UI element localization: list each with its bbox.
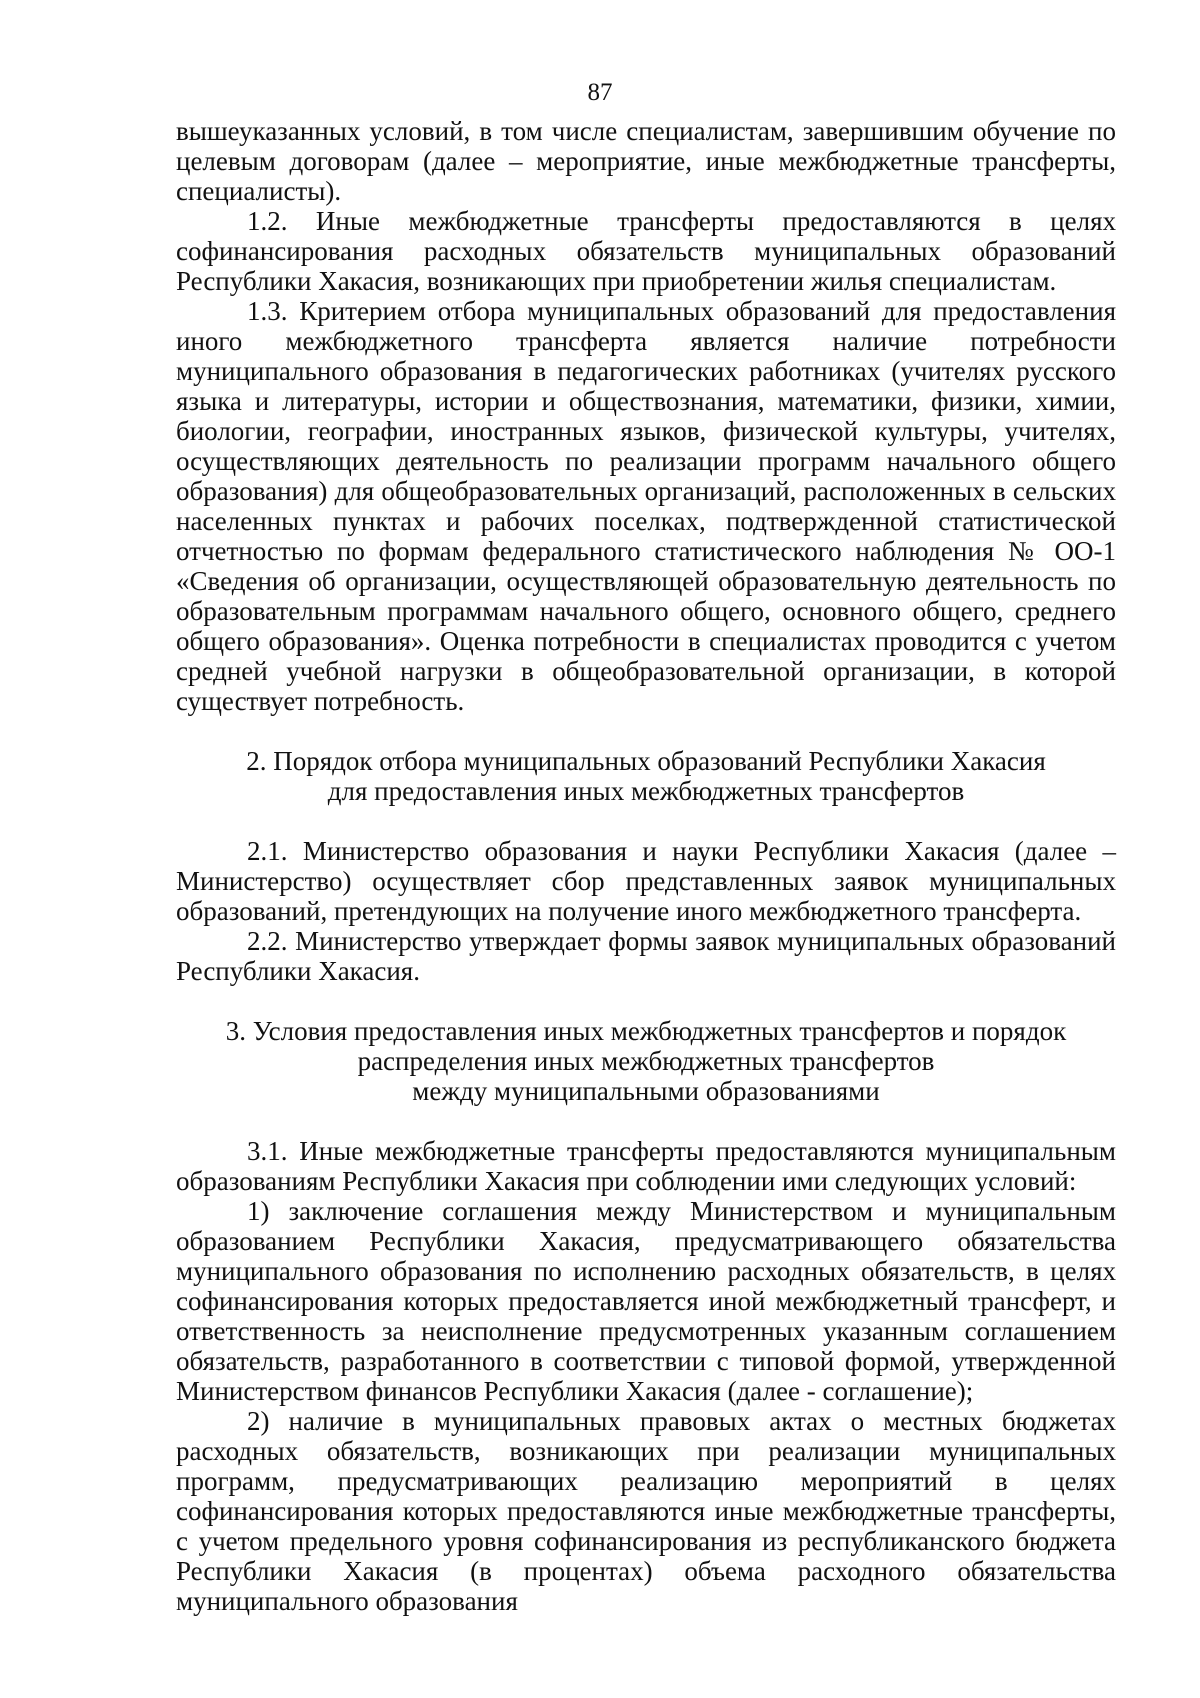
paragraph-3-1-item-1: 1) заключение соглашения между Министерством и муниципальным образованием Республики Хакасия, предусматривающего обязательства муниципального образования по исполнению расходных обязательств, в целях софинансирования которых предоставляется иной межбюджетный трансферт, и ответственность за неисполнение предусмотренных указанным соглашением обязательств, разработанного в соответствии с типовой формой, утвержденной Министерством финансов Республики Хакасия (далее - соглашение); xyxy=(176,1196,1116,1406)
document-body xyxy=(176,116,1116,1616)
paragraph-2-1: 2.1. Министерство образования и науки Республики Хакасия (далее – Министерство) осуществляет сбор представленных заявок муниципальных образований, претендующих на получение иного межбюджетного трансферта. xyxy=(176,836,1116,926)
section-2-heading xyxy=(176,746,1116,806)
spacer xyxy=(176,716,1116,746)
section-3-heading-line-2: распределения иных межбюджетных трансфертов xyxy=(357,1046,935,1076)
paragraph-2-2: 2.2. Министерство утверждает формы заявок муниципальных образований Республики Хакасия. xyxy=(176,926,1116,986)
spacer xyxy=(176,986,1116,1016)
spacer xyxy=(176,1106,1116,1136)
section-3-heading-line-1: 3. Условия предоставления иных межбюджетных трансфертов и порядок xyxy=(225,1016,1067,1046)
paragraph-3-1: 3.1. Иные межбюджетные трансферты предоставляются муниципальным образованиям Республики Хакасия при соблюдении ими следующих условий: xyxy=(176,1136,1116,1196)
paragraph-1-3: 1.3. Критерием отбора муниципальных образований для предоставления иного межбюджетного трансферта является наличие потребности муниципального образования в педагогических работниках (учителях русского языка и литературы, истории и обществознания, математики, физики, химии, биологии, географии, иностранных языков, физической культуры, учителях, осуществляющих деятельность по реализации программ начального общего образования) для общеобразовательных организаций, расположенных в сельских населенных пунктах и рабочих поселках, подтвержденной статистической отчетностью по формам федерального статистического наблюдения № ОО-1 «Сведения об организации, осуществляющей образовательную деятельность по образовательным программам начального общего, основного общего, среднего общего образования». Оценка потребности в специалистах проводится с учетом средней учебной нагрузки в общеобразовательной организации, в которой существует потребность. xyxy=(176,296,1116,716)
page-number: 87 xyxy=(587,79,613,106)
section-3-heading xyxy=(176,1016,1116,1106)
section-3-heading-line-3: между муниципальными образованиями xyxy=(412,1076,880,1106)
paragraph-1-2: 1.2. Иные межбюджетные трансферты предоставляются в целях софинансирования расходных обязательств муниципальных образований Республики Хакасия, возникающих при приобретении жилья специалистам. xyxy=(176,206,1116,296)
section-2-heading-line-2: для предоставления иных межбюджетных трансфертов xyxy=(327,776,965,806)
section-2-heading-line-1: 2. Порядок отбора муниципальных образований Республики Хакасия xyxy=(246,746,1046,776)
paragraph-continuation: вышеуказанных условий, в том числе специалистам, завершившим обучение по целевым договорам (далее – мероприятие, иные межбюджетные трансферты, специалисты). xyxy=(176,116,1116,206)
spacer xyxy=(176,806,1116,836)
paragraph-3-1-item-2: 2) наличие в муниципальных правовых актах о местных бюджетах расходных обязательств, возникающих при реализации муниципальных программ, предусматривающих реализацию мероприятий в целях софинансирования которых предоставляются иные межбюджетные трансферты, с учетом предельного уровня софинансирования из республиканского бюджета Республики Хакасия (в процентах) объема расходного обязательства муниципального образования xyxy=(176,1406,1116,1616)
